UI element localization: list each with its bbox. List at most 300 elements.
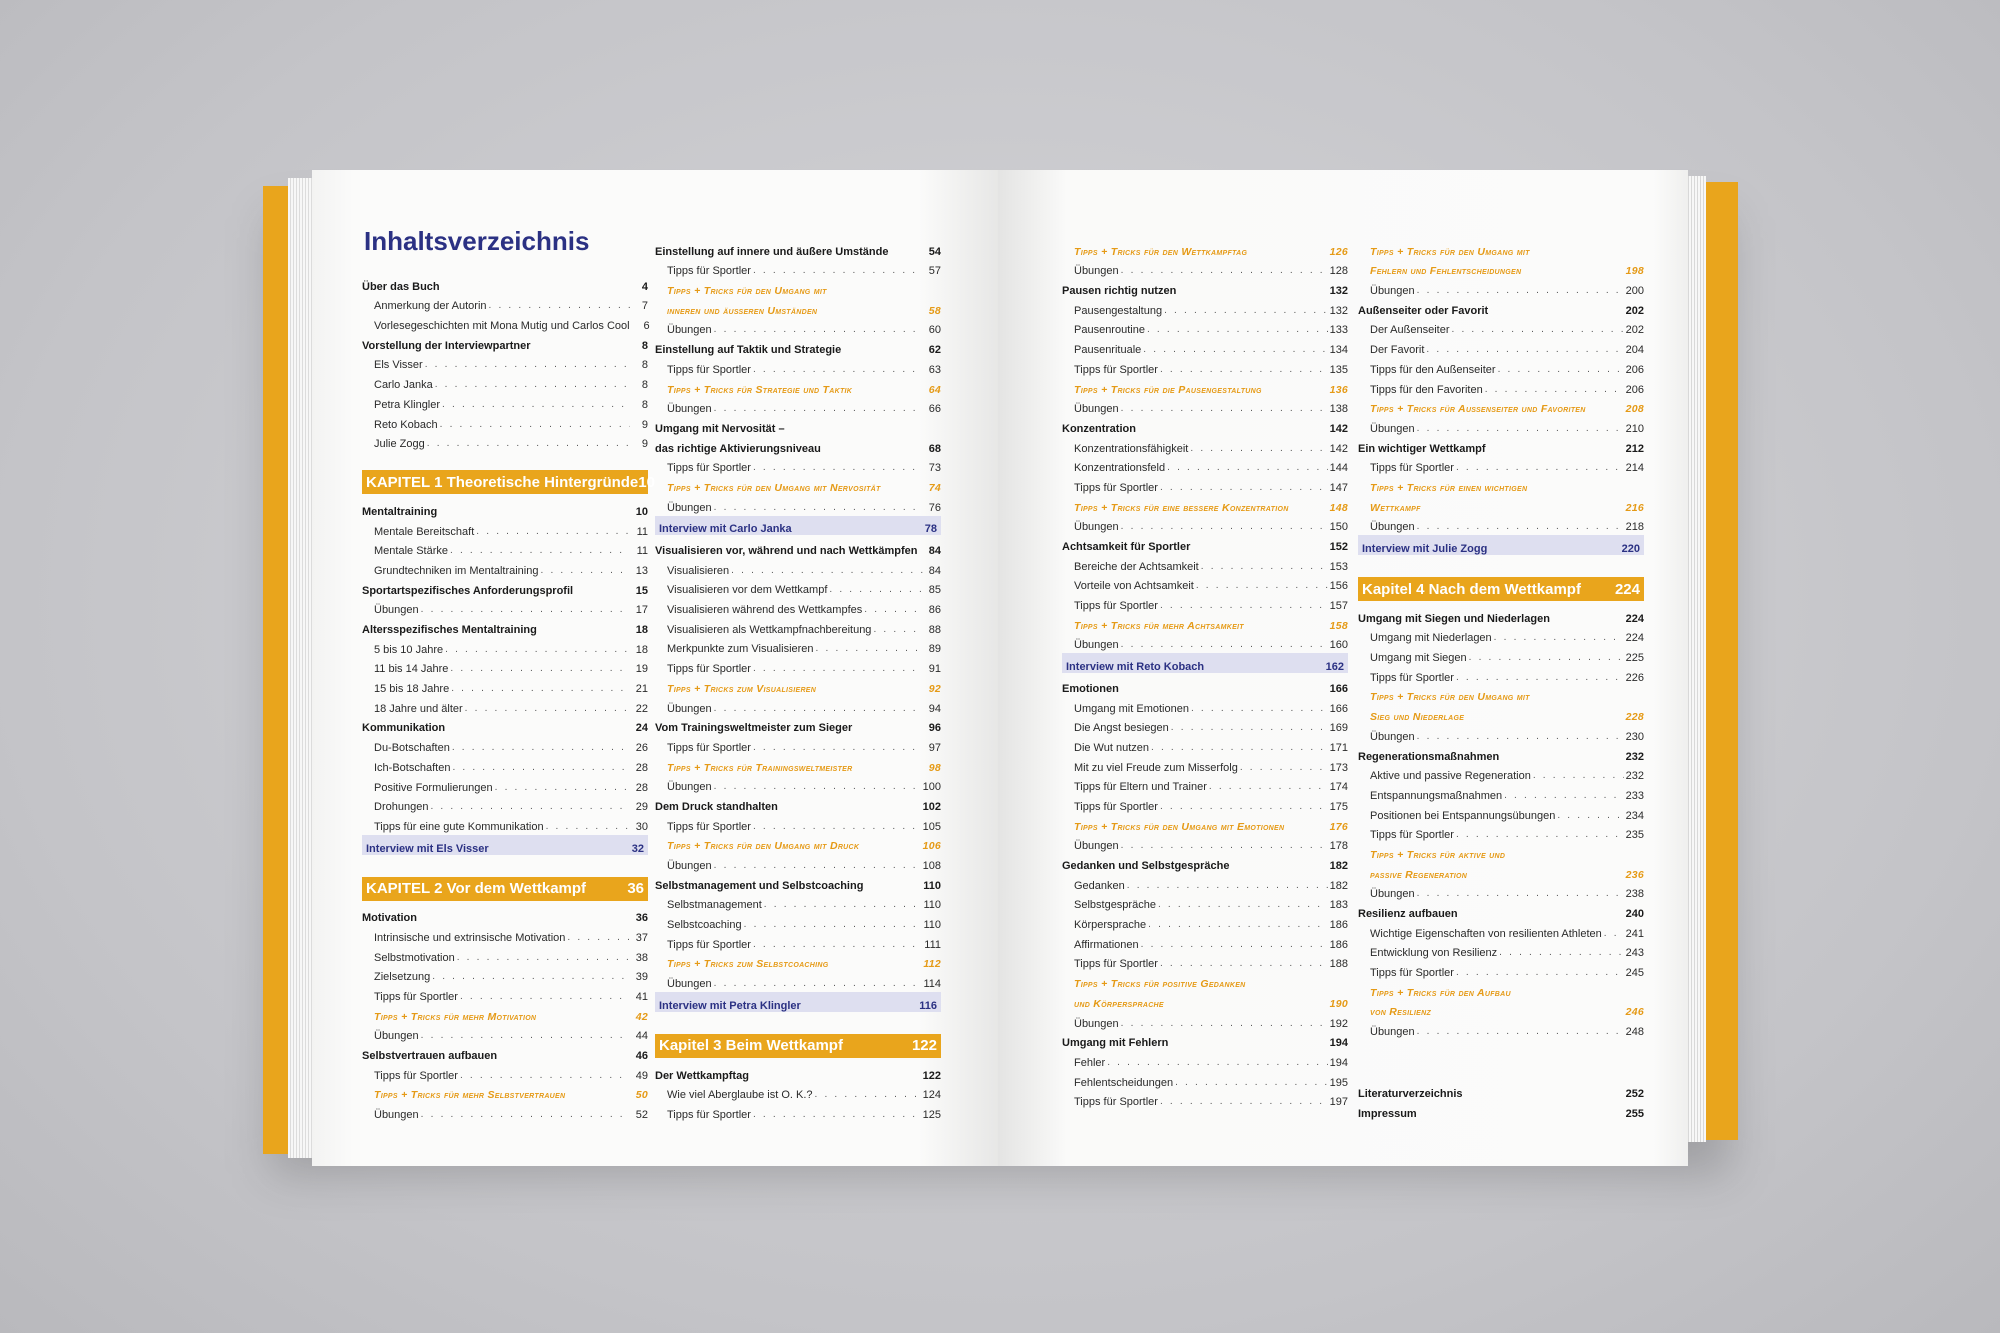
dot-leader [427, 438, 630, 450]
subsection-entry[interactable] [655, 911, 941, 931]
entry-page-number: 125 [922, 1108, 941, 1121]
subsection-entry[interactable] [1062, 774, 1348, 794]
dot-leader [465, 703, 630, 715]
section-entry[interactable] [1358, 900, 1644, 920]
section-entry[interactable] [1062, 1030, 1348, 1050]
entry-page-number: 66 [928, 403, 941, 416]
subsection-entry[interactable] [655, 695, 941, 715]
entry-page-number: 76 [928, 501, 941, 514]
subsection-entry[interactable] [362, 391, 648, 411]
entry-page-number: 126 [1329, 245, 1348, 258]
entry-page-number: 89 [928, 643, 941, 656]
entry-title: Umgang mit Siegen und Niederlagen [1358, 612, 1550, 625]
dot-leader [753, 663, 923, 675]
section-entry[interactable] [1358, 1080, 1644, 1100]
subsection-entry[interactable] [362, 675, 648, 695]
chapter-heading[interactable] [655, 1034, 941, 1058]
section-entry[interactable] [655, 1062, 941, 1082]
section-entry[interactable] [362, 715, 648, 735]
section-entry[interactable] [362, 905, 648, 925]
subsection-entry[interactable] [1358, 317, 1644, 337]
entry-page-number: 26 [635, 742, 648, 755]
subsection-entry[interactable] [362, 754, 648, 774]
dot-leader [753, 462, 923, 474]
subsection-entry[interactable] [1062, 573, 1348, 593]
entry-page-number: 147 [1329, 481, 1348, 494]
entry-page-number: 11 [636, 545, 648, 558]
subsection-entry[interactable] [655, 774, 941, 794]
entry-title: Tipps + Tricks zum Selbstcoaching [667, 958, 829, 971]
dot-leader [1417, 888, 1624, 900]
subsection-entry[interactable] [362, 813, 648, 833]
section-entry[interactable] [655, 715, 941, 735]
tips-entry[interactable] [1358, 861, 1644, 881]
section-entry[interactable] [1062, 277, 1348, 297]
subsection-entry[interactable] [362, 983, 648, 1003]
entry-title: Tipps + Tricks für einen wichtigen [1370, 481, 1528, 494]
entry-title: Tipps für Sportler [667, 820, 751, 833]
subsection-entry[interactable] [362, 518, 648, 538]
entry-title: Tipps + Tricks für den Umgang mit Druck [667, 840, 860, 853]
dot-leader [440, 419, 630, 431]
subsection-entry[interactable] [1062, 892, 1348, 912]
subsection-entry[interactable] [362, 774, 648, 794]
subsection-entry[interactable] [1062, 435, 1348, 455]
dot-leader [1121, 1018, 1328, 1030]
entry-title: Umgang mit Nervosität – [655, 422, 785, 435]
subsection-entry[interactable] [655, 557, 941, 577]
subsection-entry[interactable] [362, 597, 648, 617]
subsection-entry[interactable] [655, 258, 941, 278]
entry-title: Pausenroutine [1074, 324, 1145, 337]
section-entry[interactable] [362, 616, 648, 636]
chapter-heading[interactable] [362, 877, 648, 901]
dot-leader [714, 703, 923, 715]
tips-entry[interactable] [1062, 990, 1348, 1010]
spacer [362, 857, 648, 871]
entry-page-number: 226 [1625, 671, 1644, 684]
subsection-entry[interactable] [655, 596, 941, 616]
subsection-entry[interactable] [362, 1023, 648, 1043]
section-entry[interactable] [655, 435, 941, 455]
section-entry[interactable] [655, 793, 941, 813]
entry-title: Interview mit Reto Kobach [1066, 661, 1205, 674]
tips-entry[interactable] [1358, 396, 1644, 416]
entry-page-number: 8 [641, 339, 648, 352]
section-entry[interactable] [1062, 852, 1348, 872]
dot-leader [753, 939, 922, 951]
subsection-entry[interactable] [1062, 632, 1348, 652]
entry-page-number: 63 [928, 363, 941, 376]
entry-page-number: 100 [922, 781, 941, 794]
entry-title: Zielsetzung [374, 971, 431, 984]
subsection-entry[interactable] [1062, 911, 1348, 931]
entry-page-number: 128 [1329, 265, 1348, 278]
subsection-entry[interactable] [1358, 336, 1644, 356]
subsection-entry[interactable] [655, 734, 941, 754]
subsection-entry[interactable] [655, 892, 941, 912]
entry-page-number: 182 [1329, 879, 1348, 892]
entry-page-number: 175 [1329, 800, 1348, 813]
entry-title: Tipps + Tricks für den Umgang mit [1370, 691, 1530, 704]
entry-title: Interview mit Els Visser [366, 842, 489, 855]
left-page [312, 170, 1002, 1166]
entry-title: Aktive und passive Regeneration [1370, 770, 1531, 783]
entry-page-number: 171 [1329, 741, 1348, 754]
entry-page-number: 44 [635, 1030, 648, 1043]
entry-page-number: 110 [923, 899, 941, 912]
dot-leader [1456, 672, 1624, 684]
entry-title: Tipps für Sportler [667, 363, 751, 376]
entry-page-number: 11 [636, 525, 648, 538]
tips-entry[interactable] [1358, 841, 1644, 861]
section-entry[interactable] [1358, 297, 1644, 317]
subsection-entry[interactable] [1062, 336, 1348, 356]
section-entry[interactable] [655, 537, 941, 557]
subsection-entry[interactable] [1358, 514, 1644, 534]
dot-leader [753, 821, 921, 833]
tips-entry[interactable] [1358, 494, 1644, 514]
subsection-entry[interactable] [1358, 881, 1644, 901]
section-entry[interactable] [1358, 1100, 1644, 1120]
chapter-page-number: 224 [1614, 580, 1640, 598]
subsection-entry[interactable] [362, 656, 648, 676]
subsection-entry[interactable] [1358, 415, 1644, 435]
entry-page-number: 58 [928, 304, 941, 317]
entry-page-number: 18 [635, 643, 648, 656]
entry-page-number: 245 [1625, 967, 1644, 980]
section-entry[interactable] [362, 273, 648, 293]
interview-entry[interactable] [1358, 535, 1644, 555]
dot-leader [1209, 781, 1328, 793]
dot-leader [1151, 742, 1328, 754]
interview-entry[interactable] [362, 835, 648, 855]
entry-page-number: 238 [1625, 888, 1644, 901]
subsection-entry[interactable] [1062, 514, 1348, 534]
subsection-entry[interactable] [362, 411, 648, 431]
section-entry[interactable] [1358, 605, 1644, 625]
entry-page-number: 116 [919, 999, 937, 1012]
entry-page-number: 86 [928, 604, 941, 617]
subsection-entry[interactable] [362, 695, 648, 715]
subsection-entry[interactable] [1062, 1010, 1348, 1030]
subsection-entry[interactable] [655, 616, 941, 636]
entry-page-number: 132 [1329, 285, 1348, 298]
entry-title: Entspannungsmaßnahmen [1370, 789, 1503, 802]
section-entry[interactable] [1062, 533, 1348, 553]
entry-title: Die Angst besiegen [1074, 722, 1169, 735]
subsection-entry[interactable] [1358, 1018, 1644, 1038]
subsection-entry[interactable] [655, 1101, 941, 1121]
tips-entry[interactable] [1358, 238, 1644, 258]
subsection-entry[interactable] [1358, 822, 1644, 842]
subsection-entry[interactable] [1358, 356, 1644, 376]
dot-leader [1196, 580, 1328, 592]
dot-leader [452, 742, 630, 754]
subsection-entry[interactable] [1062, 715, 1348, 735]
section-entry[interactable] [1358, 743, 1644, 763]
entry-page-number: 192 [1329, 1017, 1348, 1030]
subsection-entry[interactable] [1062, 317, 1348, 337]
subsection-entry[interactable] [655, 970, 941, 990]
entry-title: Übungen [1370, 888, 1415, 901]
subsection-entry[interactable] [655, 1082, 941, 1102]
dot-leader [425, 359, 630, 371]
chapter-heading[interactable] [1358, 577, 1644, 601]
subsection-entry[interactable] [1358, 763, 1644, 783]
interview-entry[interactable] [655, 992, 941, 1012]
dot-leader [1190, 443, 1327, 455]
subsection-entry[interactable] [1062, 734, 1348, 754]
subsection-entry[interactable] [1062, 297, 1348, 317]
tips-entry[interactable] [1062, 612, 1348, 632]
subsection-entry[interactable] [1358, 455, 1644, 475]
subsection-entry[interactable] [362, 538, 648, 558]
subsection-entry[interactable] [362, 431, 648, 451]
entry-page-number: 15 [635, 584, 648, 597]
dot-leader [714, 978, 922, 990]
section-entry[interactable] [655, 336, 941, 356]
subsection-entry[interactable] [655, 455, 941, 475]
spacer [362, 450, 648, 464]
tips-entry[interactable] [1358, 258, 1644, 278]
entry-page-number: 106 [922, 840, 941, 853]
dot-leader [1417, 1026, 1624, 1038]
tips-entry[interactable] [655, 675, 941, 695]
dot-leader [829, 584, 923, 596]
subsection-entry[interactable] [362, 734, 648, 754]
subsection-entry[interactable] [655, 396, 941, 416]
subsection-entry[interactable] [362, 371, 648, 391]
entry-title: Übungen [667, 860, 712, 872]
tips-entry[interactable] [655, 754, 941, 774]
tips-entry[interactable] [1358, 979, 1644, 999]
chapter-heading[interactable] [362, 470, 655, 494]
dot-leader [1417, 521, 1624, 533]
tips-entry[interactable] [362, 1082, 648, 1102]
entry-page-number: 148 [1329, 501, 1348, 514]
entry-page-number: 17 [635, 604, 648, 617]
dot-leader [452, 762, 630, 774]
subsection-entry[interactable] [1358, 664, 1644, 684]
entry-page-number: 197 [1329, 1096, 1348, 1109]
subsection-entry[interactable] [1358, 782, 1644, 802]
subsection-entry[interactable] [1358, 625, 1644, 645]
tips-entry[interactable] [1062, 813, 1348, 833]
subsection-entry[interactable] [655, 317, 941, 337]
tips-entry[interactable] [1062, 970, 1348, 990]
subsection-entry[interactable] [362, 794, 648, 814]
subsection-entry[interactable] [655, 356, 941, 376]
tips-entry[interactable] [1062, 376, 1348, 396]
entry-page-number: 220 [1621, 543, 1640, 555]
subsection-entry[interactable] [362, 964, 648, 984]
section-entry[interactable] [655, 238, 941, 258]
subsection-entry[interactable] [362, 1101, 648, 1121]
subsection-entry[interactable] [1062, 455, 1348, 475]
entry-title: Pausenrituale [1074, 344, 1142, 357]
tips-entry[interactable] [1062, 494, 1348, 514]
tips-entry[interactable] [655, 277, 941, 297]
dot-leader [489, 300, 630, 312]
entry-title: Resilienz aufbauen [1358, 908, 1458, 920]
entry-title: Positionen bei Entspannungsübungen [1370, 809, 1556, 822]
subsection-entry[interactable] [655, 852, 941, 872]
entry-title: Übungen [374, 1030, 419, 1043]
tips-entry[interactable] [1358, 684, 1644, 704]
section-entry[interactable] [362, 577, 648, 597]
interview-entry[interactable] [655, 516, 941, 536]
entry-title: Übungen [1074, 639, 1119, 652]
subsection-entry[interactable] [1358, 376, 1644, 396]
subsection-entry[interactable] [1358, 723, 1644, 743]
entry-title: Petra Klingler [374, 398, 441, 411]
entry-title: Tipps + Tricks für den Aufbau [1370, 986, 1511, 999]
subsection-entry[interactable] [1062, 833, 1348, 853]
subsection-entry[interactable] [1062, 754, 1348, 774]
section-entry[interactable] [655, 415, 941, 435]
entry-page-number: 186 [1329, 919, 1348, 932]
entry-page-number: 176 [1329, 820, 1348, 833]
entry-page-number: 46 [635, 1050, 648, 1063]
chapter-page-number: 122 [911, 1037, 937, 1055]
interview-entry[interactable] [1062, 653, 1348, 673]
subsection-entry[interactable] [1062, 258, 1348, 278]
entry-title: Entwicklung von Resilienz [1370, 947, 1498, 960]
subsection-entry[interactable] [655, 931, 941, 951]
subsection-entry[interactable] [362, 557, 648, 577]
dot-leader [1498, 364, 1624, 376]
subsection-entry[interactable] [362, 293, 648, 313]
entry-page-number: 236 [1625, 868, 1644, 881]
subsection-entry[interactable] [655, 655, 941, 675]
subsection-entry[interactable] [362, 944, 648, 964]
subsection-entry[interactable] [1062, 592, 1348, 612]
entry-page-number: 188 [1329, 958, 1348, 971]
entry-page-number: 162 [1325, 661, 1344, 674]
subsection-entry[interactable] [362, 352, 648, 372]
subsection-entry[interactable] [362, 1062, 648, 1082]
entry-page-number: 6 [643, 320, 650, 333]
entry-page-number: 18 [635, 624, 648, 636]
entry-title: Übungen [1370, 1026, 1415, 1039]
subsection-entry[interactable] [1358, 802, 1644, 822]
spacer [1358, 1066, 1644, 1080]
spacer [1358, 557, 1644, 571]
subsection-entry[interactable] [1062, 1049, 1348, 1069]
subsection-entry[interactable] [362, 924, 648, 944]
dot-leader [1456, 829, 1624, 841]
subsection-entry[interactable] [1062, 553, 1348, 573]
section-entry[interactable] [1062, 415, 1348, 435]
subsection-entry[interactable] [1062, 931, 1348, 951]
entry-title: Mentaltraining [362, 505, 438, 518]
subsection-entry[interactable] [655, 577, 941, 597]
subsection-entry[interactable] [1062, 396, 1348, 416]
tips-entry[interactable] [655, 833, 941, 853]
dot-leader [1158, 899, 1328, 911]
entry-page-number: 24 [635, 722, 648, 735]
tips-entry[interactable] [655, 951, 941, 971]
section-entry[interactable] [655, 872, 941, 892]
subsection-entry[interactable] [1062, 951, 1348, 971]
tips-entry[interactable] [1062, 238, 1348, 258]
dot-leader [714, 324, 923, 336]
tips-entry[interactable] [1358, 999, 1644, 1019]
entry-title: Mentale Bereitschaft [374, 525, 475, 538]
entry-page-number: 133 [1329, 324, 1348, 337]
subsection-entry[interactable] [1062, 793, 1348, 813]
entry-page-number: 88 [928, 623, 941, 636]
subsection-entry[interactable] [655, 636, 941, 656]
dot-leader [1160, 600, 1328, 612]
section-entry[interactable] [362, 498, 648, 518]
subsection-entry[interactable] [1358, 920, 1644, 940]
tips-entry[interactable] [362, 1003, 648, 1023]
dot-leader [873, 624, 923, 636]
subsection-entry[interactable] [1062, 872, 1348, 892]
subsection-entry[interactable] [362, 312, 648, 332]
entry-page-number: 74 [928, 481, 941, 494]
subsection-entry[interactable] [362, 636, 648, 656]
subsection-entry[interactable] [1358, 940, 1644, 960]
entry-title: Übungen [1074, 403, 1119, 416]
tips-entry[interactable] [655, 376, 941, 396]
dot-leader [430, 801, 630, 813]
subsection-entry[interactable] [655, 494, 941, 514]
tips-entry[interactable] [1358, 703, 1644, 723]
subsection-entry[interactable] [1062, 1089, 1348, 1109]
dot-leader [744, 919, 922, 931]
entry-page-number: 8 [641, 379, 648, 392]
dot-leader [1167, 462, 1328, 474]
section-entry[interactable] [362, 1042, 648, 1062]
entry-title: Selbstvertrauen aufbauen [362, 1050, 498, 1063]
entry-page-number: 166 [1329, 682, 1348, 695]
entry-title: Tipps für Sportler [1074, 363, 1158, 376]
entry-title: Tipps für den Außenseiter [1370, 363, 1496, 376]
entry-title: und Körpersprache [1074, 997, 1164, 1010]
subsection-entry[interactable] [1062, 1069, 1348, 1089]
entry-title: Vorteile von Achtsamkeit [1074, 580, 1194, 593]
tips-entry[interactable] [1358, 474, 1644, 494]
section-entry[interactable] [1062, 675, 1348, 695]
entry-title: Umgang mit Niederlagen [1370, 632, 1492, 645]
subsection-entry[interactable] [1358, 959, 1644, 979]
toc-title: Inhaltsverzeichnis [364, 226, 590, 256]
tips-entry[interactable] [655, 297, 941, 317]
entry-title: Sportartspezifisches Anforderungsprofil [362, 584, 574, 597]
entry-title: Tipps + Tricks für Strategie und Taktik [667, 383, 853, 396]
entry-title: Ich-Botschaften [374, 761, 451, 774]
subsection-entry[interactable] [1358, 277, 1644, 297]
subsection-entry[interactable] [1062, 356, 1348, 376]
entry-page-number: 28 [635, 781, 648, 794]
dot-leader [1127, 880, 1328, 892]
dot-leader [815, 1089, 921, 1101]
dot-leader [1121, 521, 1328, 533]
entry-page-number: 9 [641, 438, 648, 451]
subsection-entry[interactable] [655, 813, 941, 833]
subsection-entry[interactable] [1358, 644, 1644, 664]
subsection-entry[interactable] [1062, 695, 1348, 715]
tips-entry[interactable] [655, 474, 941, 494]
section-entry[interactable] [362, 332, 648, 352]
section-entry[interactable] [1358, 435, 1644, 455]
subsection-entry[interactable] [1062, 474, 1348, 494]
entry-page-number: 29 [635, 801, 648, 814]
entry-title: Gedanken und Selbstgespräche [1062, 860, 1230, 872]
